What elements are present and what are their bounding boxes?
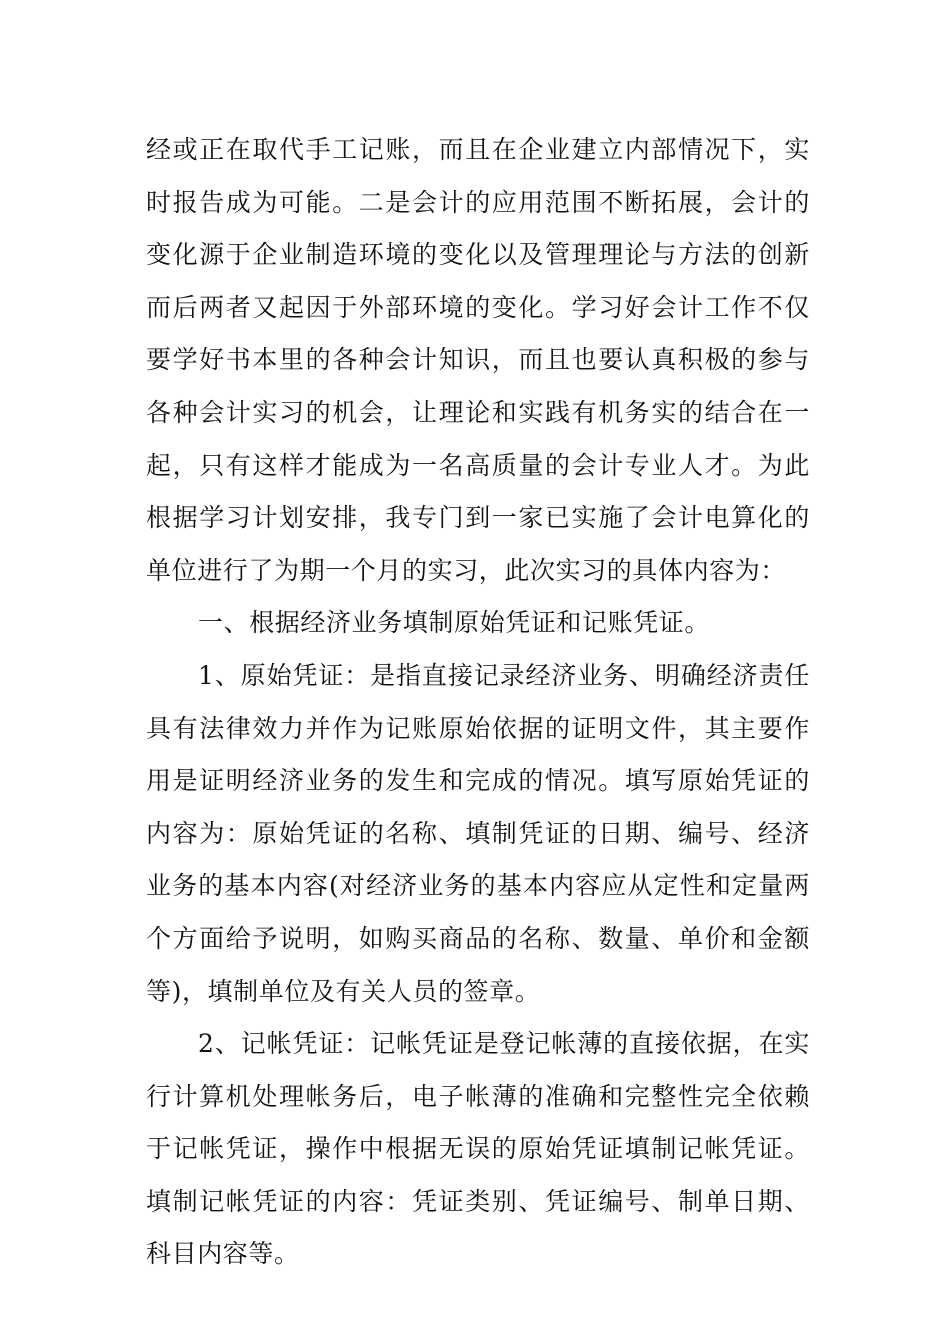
paragraph-section-heading: 一、根据经济业务填制原始凭证和记账凭证。 bbox=[198, 608, 711, 638]
paragraph-original-voucher: 1、原始凭证：是指直接记录经济业务、明确经济责任具有法律效力并作为记账原始依据的证明文件，其主要作用是证明经济业务的发生和完成的情况。填写原始凭证的内容为：原始凭证的名称、填制凭证的日期、编号、经济业务的基本内容(对经济业务的基本内容应从定性和定量两个方面给予说明，如购买商品的名称、数量、单价和金额等)，填制单位及有关人员的签章。 bbox=[146, 660, 810, 1006]
document-page bbox=[146, 124, 810, 1281]
paragraph-intro: 经或正在取代手工记账，而且在企业建立内部情况下，实时报告成为可能。二是会计的应用范围不断拓展，会计的变化源于企业制造环境的变化以及管理理论与方法的创新而后两者又起因于外部环境的变化。学习好会计工作不仅要学好书本里的各种会计知识，而且也要认真积极的参与各种会计实习的机会，让理论和实践有机务实的结合在一起，只有这样才能成为一名高质量的会计专业人才。为此根据学习计划安排，我专门到一家已实施了会计电算化的单位进行了为期一个月的实习，此次实习的具体内容为： bbox=[146, 135, 810, 585]
paragraph-accounting-voucher: 2、记帐凭证：记帐凭证是登记帐薄的直接依据，在实行计算机处理帐务后，电子帐薄的准确和完整性完全依赖于记帐凭证，操作中根据无误的原始凭证填制记帐凭证。填制记帐凭证的内容：凭证类别、凭证编号、制单日期、科目内容等。 bbox=[146, 1029, 810, 1269]
